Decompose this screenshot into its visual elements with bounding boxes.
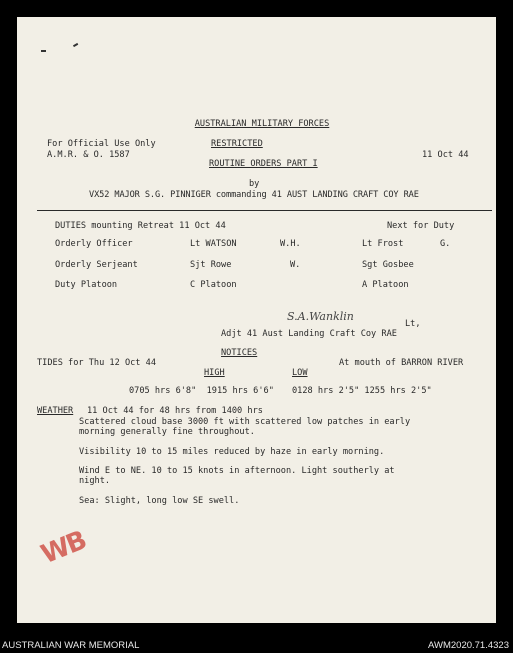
order-type: ROUTINE ORDERS PART I (209, 159, 318, 169)
weather-wind-line-2: night. (79, 476, 111, 486)
tides-high-values: 0705 hrs 6'8" 1915 hrs 6'6" (129, 386, 274, 396)
weather-period: 11 Oct 44 for 48 hrs from 1400 hrs (87, 406, 263, 416)
red-stamp: WB (37, 525, 90, 571)
corner-mark (41, 50, 46, 52)
next-duty-header: Next for Duty (387, 221, 455, 231)
duty-role: Orderly Serjeant (55, 260, 138, 270)
tides-location: At mouth of BARRON RIVER (339, 358, 464, 368)
separator-rule (37, 210, 492, 211)
duty-next-initials: G. (440, 239, 451, 249)
duty-current: C Platoon (190, 280, 237, 290)
tides-low-label: LOW (292, 368, 308, 378)
classification: RESTRICTED (211, 139, 263, 149)
footer-credit: AUSTRALIAN WAR MEMORIAL (2, 640, 140, 651)
duty-current: Lt WATSON (190, 239, 237, 249)
weather-wind-line-1: Wind E to NE. 10 to 15 knots in afternoon. Light southerly at (79, 466, 395, 476)
duty-next: Sgt Gosbee (362, 260, 414, 270)
duties-header: DUTIES mounting Retreat 11 Oct 44 (55, 221, 226, 231)
weather-cloud-line-2: morning generally fine throughout. (79, 427, 255, 437)
duty-current: Sjt Rowe (190, 260, 232, 270)
signature: S.A.Wanklin (287, 310, 354, 323)
duty-role: Orderly Officer (55, 239, 133, 249)
tides-low-values: 0128 hrs 2'5" 1255 hrs 2'5" (292, 386, 432, 396)
footer-bar (0, 638, 513, 653)
tides-high-label: HIGH (204, 368, 225, 378)
corner-mark (73, 43, 78, 47)
document-date: 11 Oct 44 (422, 150, 469, 160)
by-text: by (249, 179, 260, 189)
duty-next: Lt Frost (362, 239, 404, 249)
document-sheet (17, 17, 496, 623)
commander-line: VX52 MAJOR S.G. PINNIGER commanding 41 AUST LANDING CRAFT COY RAE (89, 190, 419, 200)
duty-role: Duty Platoon (55, 280, 118, 290)
signature-title: Adjt 41 Aust Landing Craft Coy RAE (221, 329, 397, 339)
footer-accession-number: AWM2020.71.4323 (428, 640, 509, 651)
amr-reference: A.M.R. & O. 1587 (47, 150, 130, 160)
weather-visibility: Visibility 10 to 15 miles reduced by haze in early morning. (79, 447, 385, 457)
weather-sea: Sea: Slight, long low SE swell. (79, 496, 240, 506)
duty-next: A Platoon (362, 280, 409, 290)
weather-label: WEATHER (37, 406, 74, 416)
duty-current-initials: W. (290, 260, 301, 270)
document-heading: AUSTRALIAN MILITARY FORCES (194, 119, 330, 129)
official-use-note: For Official Use Only (47, 139, 156, 149)
weather-cloud-line-1: Scattered cloud base 3000 ft with scattered low patches in early (79, 417, 411, 427)
notices-heading: NOTICES (221, 348, 258, 358)
tides-label: TIDES for Thu 12 Oct 44 (37, 358, 156, 368)
duty-current-initials: W.H. (280, 239, 301, 249)
signature-rank: Lt, (405, 319, 421, 329)
